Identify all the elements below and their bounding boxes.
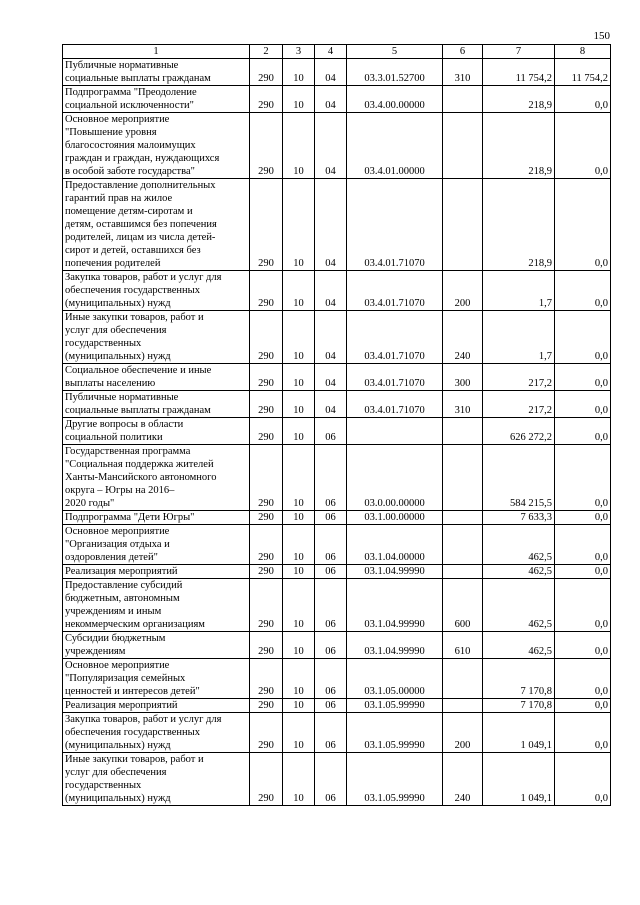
subsection-cell: 04 — [315, 179, 347, 271]
target-article-cell: 03.4.01.71070 — [347, 364, 443, 391]
subsection-cell: 04 — [315, 271, 347, 311]
column-header-1: 1 — [63, 45, 250, 59]
target-article-cell: 03.4.01.71070 — [347, 179, 443, 271]
section-cell: 10 — [283, 179, 315, 271]
amount-cell: 218,9 — [483, 113, 555, 179]
amount-secondary-cell: 0,0 — [555, 699, 611, 713]
target-article-cell: 03.1.04.00000 — [347, 525, 443, 565]
amount-secondary-cell: 0,0 — [555, 418, 611, 445]
amount-secondary-cell: 0,0 — [555, 311, 611, 364]
expense-type-cell — [443, 659, 483, 699]
column-header-6: 6 — [443, 45, 483, 59]
amount-cell: 217,2 — [483, 364, 555, 391]
row-name-cell: Социальное обеспечение и иные выплаты населению — [63, 364, 250, 391]
amount-cell: 1,7 — [483, 311, 555, 364]
table-row — [63, 391, 611, 418]
expense-type-cell — [443, 699, 483, 713]
admin-code-cell: 290 — [250, 418, 283, 445]
target-article-cell: 03.4.01.71070 — [347, 271, 443, 311]
target-article-cell: 03.1.05.99990 — [347, 753, 443, 806]
amount-secondary-cell: 0,0 — [555, 713, 611, 753]
table-row — [63, 364, 611, 391]
column-header-3: 3 — [283, 45, 315, 59]
admin-code-cell: 290 — [250, 632, 283, 659]
row-name-cell: Основное мероприятие "Организация отдыха и оздоровления детей" — [63, 525, 250, 565]
expense-type-cell — [443, 445, 483, 511]
target-article-cell: 03.4.00.00000 — [347, 86, 443, 113]
section-cell: 10 — [283, 311, 315, 364]
table-body — [63, 59, 611, 806]
subsection-cell: 04 — [315, 113, 347, 179]
subsection-cell: 06 — [315, 753, 347, 806]
amount-cell: 11 754,2 — [483, 59, 555, 86]
amount-secondary-cell: 0,0 — [555, 632, 611, 659]
target-article-cell: 03.1.04.99990 — [347, 579, 443, 632]
admin-code-cell: 290 — [250, 525, 283, 565]
subsection-cell: 04 — [315, 59, 347, 86]
amount-cell: 218,9 — [483, 179, 555, 271]
row-name-cell: Основное мероприятие "Повышение уровня благосостояния малоимущих граждан и граждан, нуждающихся в особой заботе государства" — [63, 113, 250, 179]
amount-secondary-cell: 0,0 — [555, 511, 611, 525]
section-cell: 10 — [283, 632, 315, 659]
amount-cell: 1 049,1 — [483, 753, 555, 806]
amount-secondary-cell: 0,0 — [555, 113, 611, 179]
admin-code-cell: 290 — [250, 445, 283, 511]
target-article-cell: 03.1.04.99990 — [347, 565, 443, 579]
section-cell: 10 — [283, 364, 315, 391]
amount-secondary-cell: 0,0 — [555, 525, 611, 565]
admin-code-cell: 290 — [250, 59, 283, 86]
amount-secondary-cell: 0,0 — [555, 753, 611, 806]
expense-type-cell: 310 — [443, 391, 483, 418]
expense-type-cell — [443, 565, 483, 579]
admin-code-cell: 290 — [250, 113, 283, 179]
section-cell: 10 — [283, 699, 315, 713]
column-header-4: 4 — [315, 45, 347, 59]
row-name-cell: Подпрограмма "Дети Югры" — [63, 511, 250, 525]
section-cell: 10 — [283, 659, 315, 699]
expense-type-cell: 610 — [443, 632, 483, 659]
expense-type-cell — [443, 113, 483, 179]
row-name-cell: Подпрограмма "Преодоление социальной исключенности" — [63, 86, 250, 113]
expense-type-cell — [443, 179, 483, 271]
target-article-cell: 03.4.01.71070 — [347, 311, 443, 364]
amount-cell: 1 049,1 — [483, 713, 555, 753]
amount-cell: 462,5 — [483, 525, 555, 565]
expense-type-cell — [443, 511, 483, 525]
admin-code-cell: 290 — [250, 565, 283, 579]
amount-secondary-cell: 0,0 — [555, 391, 611, 418]
table-row — [63, 632, 611, 659]
subsection-cell: 06 — [315, 713, 347, 753]
section-cell: 10 — [283, 391, 315, 418]
row-name-cell: Закупка товаров, работ и услуг для обеспечения государственных (муниципальных) нужд — [63, 713, 250, 753]
amount-cell: 7 170,8 — [483, 659, 555, 699]
admin-code-cell: 290 — [250, 364, 283, 391]
amount-secondary-cell: 0,0 — [555, 86, 611, 113]
section-cell: 10 — [283, 565, 315, 579]
amount-cell: 462,5 — [483, 632, 555, 659]
header-row — [63, 45, 611, 59]
row-name-cell: Иные закупки товаров, работ и услуг для обеспечения государственных (муниципальных) нужд — [63, 311, 250, 364]
admin-code-cell: 290 — [250, 579, 283, 632]
expense-type-cell: 200 — [443, 271, 483, 311]
subsection-cell: 06 — [315, 445, 347, 511]
admin-code-cell: 290 — [250, 511, 283, 525]
section-cell: 10 — [283, 86, 315, 113]
table-row — [63, 113, 611, 179]
subsection-cell: 04 — [315, 391, 347, 418]
subsection-cell: 06 — [315, 525, 347, 565]
table-row — [63, 86, 611, 113]
admin-code-cell: 290 — [250, 659, 283, 699]
target-article-cell: 03.1.05.00000 — [347, 659, 443, 699]
target-article-cell: 03.0.00.00000 — [347, 445, 443, 511]
row-name-cell: Предоставление субсидий бюджетным, автономным учреждениям и иным некоммерческим организациям — [63, 579, 250, 632]
admin-code-cell: 290 — [250, 179, 283, 271]
table-row — [63, 271, 611, 311]
table-row — [63, 565, 611, 579]
amount-cell: 626 272,2 — [483, 418, 555, 445]
row-name-cell: Публичные нормативные социальные выплаты гражданам — [63, 391, 250, 418]
expense-type-cell — [443, 86, 483, 113]
admin-code-cell: 290 — [250, 713, 283, 753]
expense-type-cell: 240 — [443, 311, 483, 364]
table-row — [63, 753, 611, 806]
subsection-cell: 04 — [315, 364, 347, 391]
amount-secondary-cell: 11 754,2 — [555, 59, 611, 86]
table-row — [63, 445, 611, 511]
row-name-cell: Предоставление дополнительных гарантий прав на жилое помещение детям-сиротам и детям, оставшимся без попечения родителей, лицам из числа детей- сирот и детей, оставшихся без попечения родителей — [63, 179, 250, 271]
subsection-cell: 04 — [315, 311, 347, 364]
amount-cell: 584 215,5 — [483, 445, 555, 511]
table-row — [63, 511, 611, 525]
admin-code-cell: 290 — [250, 391, 283, 418]
table-row — [63, 713, 611, 753]
row-name-cell: Субсидии бюджетным учреждениям — [63, 632, 250, 659]
subsection-cell: 06 — [315, 659, 347, 699]
admin-code-cell: 290 — [250, 271, 283, 311]
admin-code-cell: 290 — [250, 311, 283, 364]
table-row — [63, 418, 611, 445]
amount-cell: 218,9 — [483, 86, 555, 113]
expense-type-cell: 300 — [443, 364, 483, 391]
table-row — [63, 579, 611, 632]
subsection-cell: 06 — [315, 565, 347, 579]
section-cell: 10 — [283, 59, 315, 86]
expense-type-cell: 240 — [443, 753, 483, 806]
amount-cell: 217,2 — [483, 391, 555, 418]
section-cell: 10 — [283, 579, 315, 632]
subsection-cell: 06 — [315, 418, 347, 445]
amount-secondary-cell: 0,0 — [555, 659, 611, 699]
page-number: 150 — [593, 30, 610, 42]
row-name-cell: Основное мероприятие "Популяризация семейных ценностей и интересов детей" — [63, 659, 250, 699]
section-cell: 10 — [283, 113, 315, 179]
amount-secondary-cell: 0,0 — [555, 565, 611, 579]
row-name-cell: Реализация мероприятий — [63, 565, 250, 579]
admin-code-cell: 290 — [250, 86, 283, 113]
amount-cell: 462,5 — [483, 565, 555, 579]
target-article-cell: 03.4.01.00000 — [347, 113, 443, 179]
subsection-cell: 04 — [315, 86, 347, 113]
amount-secondary-cell: 0,0 — [555, 445, 611, 511]
expense-type-cell: 200 — [443, 713, 483, 753]
table-row — [63, 179, 611, 271]
column-header-5: 5 — [347, 45, 443, 59]
amount-cell: 462,5 — [483, 579, 555, 632]
section-cell: 10 — [283, 271, 315, 311]
target-article-cell: 03.3.01.52700 — [347, 59, 443, 86]
section-cell: 10 — [283, 445, 315, 511]
section-cell: 10 — [283, 511, 315, 525]
amount-secondary-cell: 0,0 — [555, 364, 611, 391]
row-name-cell: Другие вопросы в области социальной политики — [63, 418, 250, 445]
row-name-cell: Реализация мероприятий — [63, 699, 250, 713]
expense-type-cell: 600 — [443, 579, 483, 632]
row-name-cell: Иные закупки товаров, работ и услуг для обеспечения государственных (муниципальных) нужд — [63, 753, 250, 806]
subsection-cell: 06 — [315, 579, 347, 632]
amount-secondary-cell: 0,0 — [555, 579, 611, 632]
amount-secondary-cell: 0,0 — [555, 179, 611, 271]
column-header-7: 7 — [483, 45, 555, 59]
section-cell: 10 — [283, 713, 315, 753]
budget-table — [62, 44, 611, 806]
expense-type-cell — [443, 525, 483, 565]
table-row — [63, 659, 611, 699]
table-row — [63, 59, 611, 86]
expense-type-cell: 310 — [443, 59, 483, 86]
section-cell: 10 — [283, 525, 315, 565]
table-row — [63, 699, 611, 713]
column-header-8: 8 — [555, 45, 611, 59]
subsection-cell: 06 — [315, 511, 347, 525]
target-article-cell: 03.1.04.99990 — [347, 632, 443, 659]
subsection-cell: 06 — [315, 699, 347, 713]
row-name-cell: Закупка товаров, работ и услуг для обеспечения государственных (муниципальных) нужд — [63, 271, 250, 311]
section-cell: 10 — [283, 418, 315, 445]
table-row — [63, 525, 611, 565]
admin-code-cell: 290 — [250, 753, 283, 806]
admin-code-cell: 290 — [250, 699, 283, 713]
amount-cell: 7 170,8 — [483, 699, 555, 713]
amount-cell: 1,7 — [483, 271, 555, 311]
subsection-cell: 06 — [315, 632, 347, 659]
column-header-2: 2 — [250, 45, 283, 59]
target-article-cell: 03.1.05.99990 — [347, 713, 443, 753]
amount-secondary-cell: 0,0 — [555, 271, 611, 311]
amount-cell: 7 633,3 — [483, 511, 555, 525]
target-article-cell: 03.1.00.00000 — [347, 511, 443, 525]
target-article-cell: 03.4.01.71070 — [347, 391, 443, 418]
target-article-cell — [347, 418, 443, 445]
table-row — [63, 311, 611, 364]
row-name-cell: Публичные нормативные социальные выплаты гражданам — [63, 59, 250, 86]
section-cell: 10 — [283, 753, 315, 806]
target-article-cell: 03.1.05.99990 — [347, 699, 443, 713]
expense-type-cell — [443, 418, 483, 445]
row-name-cell: Государственная программа "Социальная поддержка жителей Ханты-Мансийского автономного округа – Югры на 2016– 2020 годы" — [63, 445, 250, 511]
